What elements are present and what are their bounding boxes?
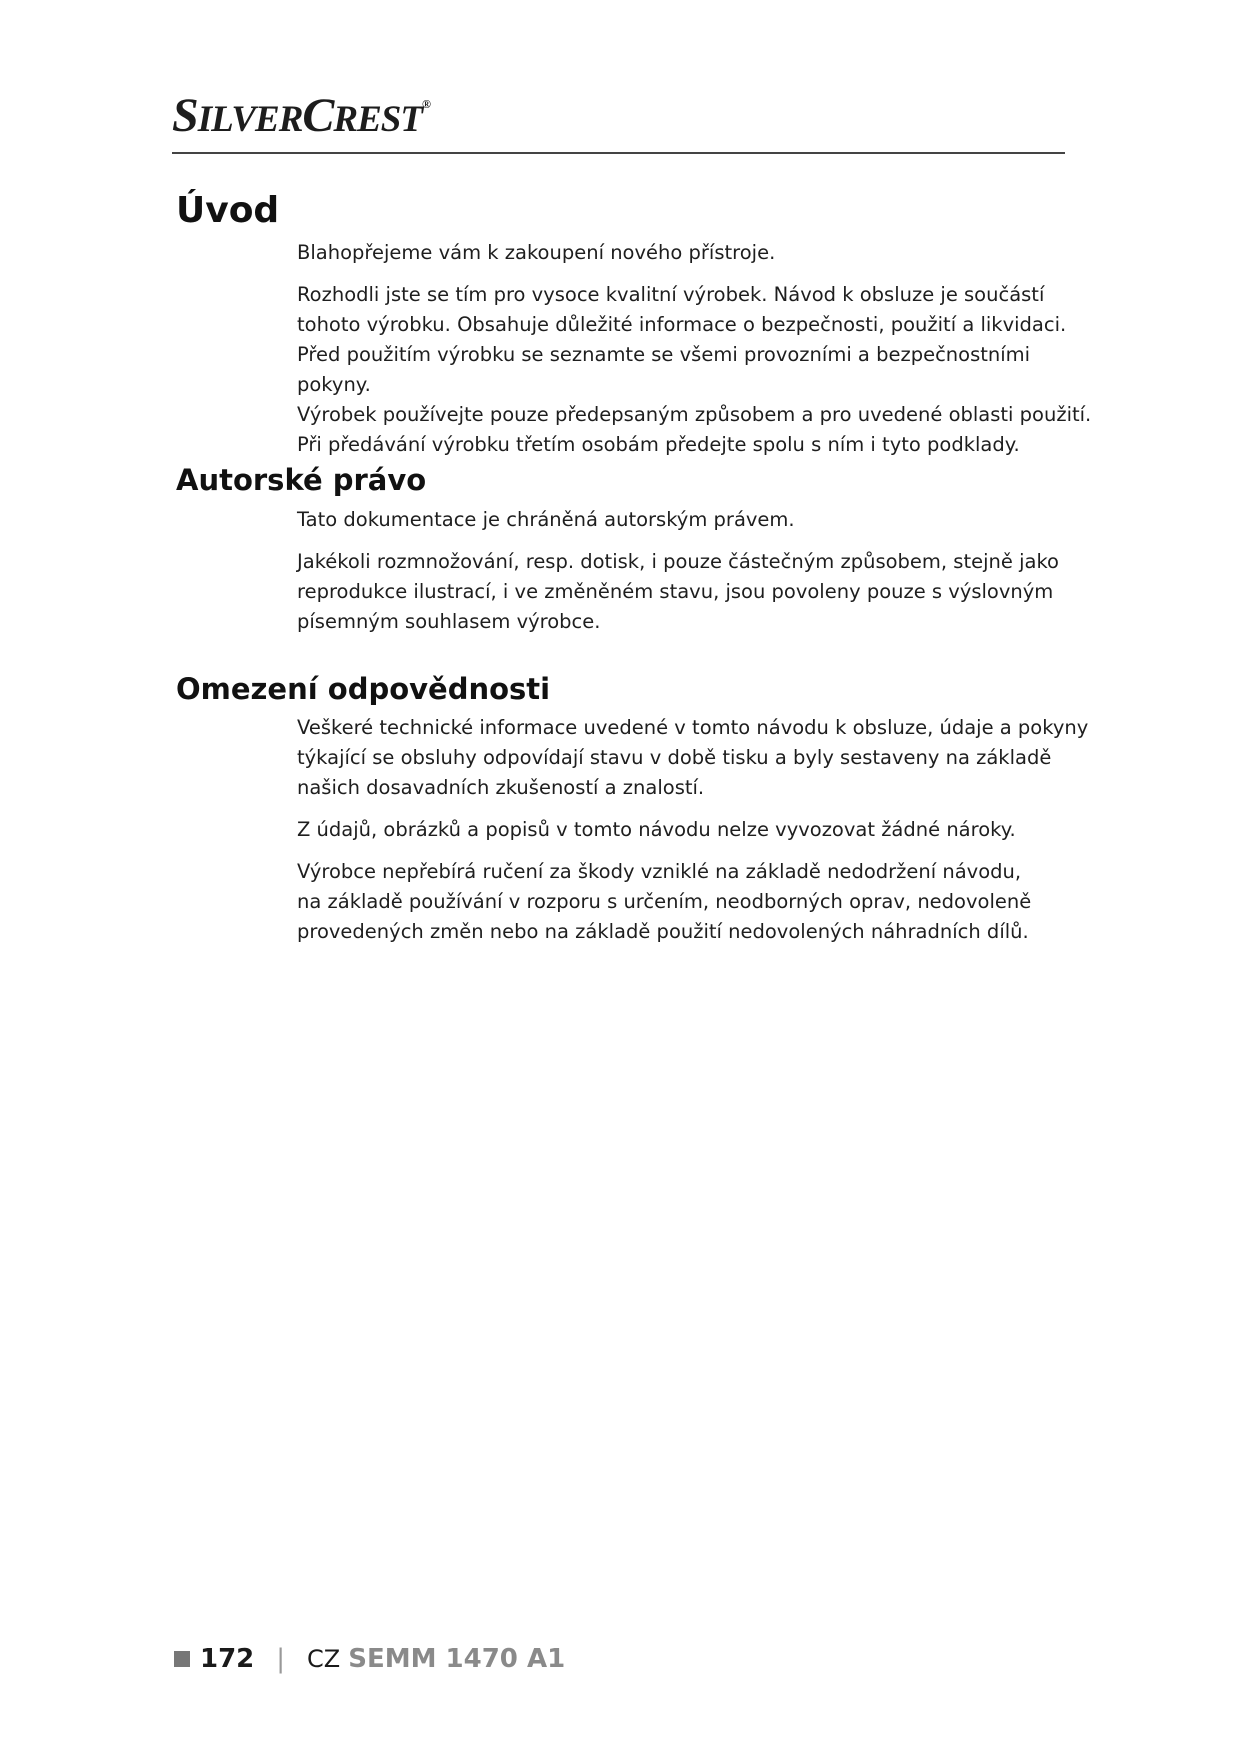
section-body-uvod [297,238,1097,472]
paragraph: Rozhodli jste se tím pro vysoce kvalitní výrobek. Návod k obsluze je součástí tohoto výrobku. Obsahuje důležité informace o bezpečnosti, použití a likvidaci. Před použitím výrobku se seznamte se všemi provozními a bezpečnostními pokyny. Výrobek používejte pouze předepsaným způsobem a pro uvedené oblasti použití. Při předávání výrobku třetím osobám předejte spolu s ním i tyto podklady. [297,283,1092,456]
language-code: CZ [307,1645,341,1673]
section-title-autorske-pravo: Autorské právo [176,463,427,497]
section-title-uvod: Úvod [176,190,280,231]
paragraph: Tato dokumentace je chráněná autorským právem. [297,508,795,531]
paragraph: Jakékoli rozmnožování, resp. dotisk, i pouze částečným způsobem, stejně jako reprodukce ilustrací, i ve změněném stavu, jsou povoleny pouze s výslovným písemným souhlasem výrobce. [297,550,1059,633]
paragraph: Z údajů, obrázků a popisů v tomto návodu nelze vyvozovat žádné nároky. [297,818,1016,841]
paragraph: Veškeré technické informace uvedené v tomto návodu k obsluze, údaje a pokyny týkající se obsluhy odpovídají stavu v době tisku a byly sestaveny na základě našich dosavadních zkušeností a znalostí. [297,716,1089,799]
paragraph: Blahopřejeme vám k zakoupení nového přístroje. [297,241,776,264]
section-title-omezeni-odpovednosti: Omezení odpovědnosti [176,672,551,706]
footer-separator: | [276,1644,286,1674]
brand-logo: SILVERCREST® [172,89,430,142]
page-footer [174,1644,565,1674]
square-bullet-icon [174,1651,190,1667]
page-number: 172 [200,1644,255,1674]
section-body-autorske-pravo [297,505,1097,649]
header-divider [172,152,1065,154]
model-number: SEMM 1470 A1 [348,1644,566,1674]
paragraph: Výrobce nepřebírá ručení za škody vzniklé na základě nedodržení návodu, na základě používání v rozporu s určením, neodborných oprav, nedovoleně provedených změn nebo na základě použití nedovolených náhradních dílů. [297,860,1032,943]
section-body-omezeni-odpovednosti [297,713,1097,959]
